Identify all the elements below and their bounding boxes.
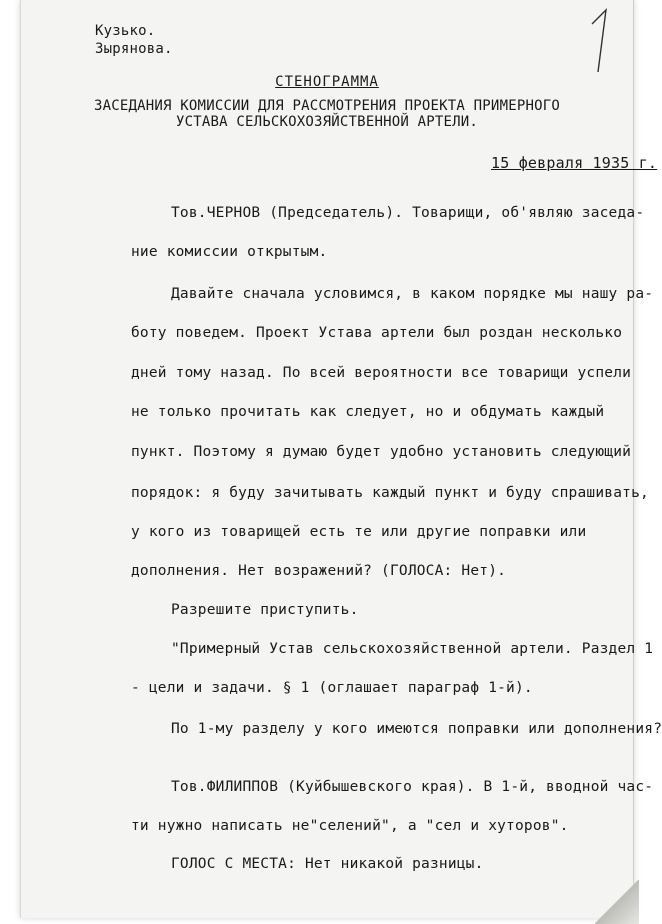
text-line: дней тому назад. По всей вероятности все товарищи успели (131, 365, 632, 381)
text-line: пункт. Поэтому я думаю будет удобно установить следующий (131, 444, 632, 460)
authors-block (95, 22, 173, 58)
text-line: у кого из товарищей есть те или другие поправки или (131, 524, 587, 540)
text-line: боту поведем. Проект Устава артели был роздан несколько (131, 325, 623, 341)
page-corner (595, 880, 639, 924)
text-line: ние комиссии открытым. (131, 244, 328, 260)
text-line: дополнения. Нет возражений? (ГОЛОСА: Нет). (131, 563, 507, 579)
text-line: По 1-му разделу у кого имеются поправки или дополнения? (171, 721, 662, 737)
document-subtitle-line: ЗАСЕДАНИЯ КОМИССИИ ДЛЯ РАССМОТРЕНИЯ ПРОЕКТА ПРИМЕРНОГО (94, 98, 560, 114)
text-line: порядок: я буду зачитывать каждый пункт и буду спрашивать, (131, 485, 649, 501)
text-line: Тов.ЧЕРНОВ (Председатель). Товарищи, об'являю заседа- (171, 205, 645, 221)
text-line: - цели и задачи. § 1 (оглашает параграф 1-й). (131, 680, 533, 696)
text-line: "Примерный Устав сельскохозяйственной артели. Раздел 1 (171, 641, 654, 657)
text-line: не только прочитать как следует, но и обдумать каждый (131, 404, 605, 420)
text-line: ти нужно написать не"селений", а "сел и хуторов". (131, 818, 569, 834)
document-date: 15 февраля 1935 г. (491, 154, 658, 172)
author-name: Зырянова. (95, 41, 173, 57)
document-title: СТЕНОГРАММА (275, 74, 379, 90)
text-line: ГОЛОС С МЕСТА: Нет никакой разницы. (171, 856, 484, 872)
text-line: Давайте сначала условимся, в каком порядке мы нашу ра- (171, 286, 654, 302)
handwritten-page-number (586, 6, 616, 76)
text-line: Тов.ФИЛИППОВ (Куйбышевского края). В 1-й, вводной час- (171, 779, 654, 795)
author-name: Кузько. (95, 23, 156, 39)
document-page (20, 0, 662, 918)
document-subtitle-line: УСТАВА СЕЛЬСКОХОЗЯЙСТВЕННОЙ АРТЕЛИ. (175, 114, 478, 130)
text-line: Разрешите приступить. (171, 602, 359, 618)
